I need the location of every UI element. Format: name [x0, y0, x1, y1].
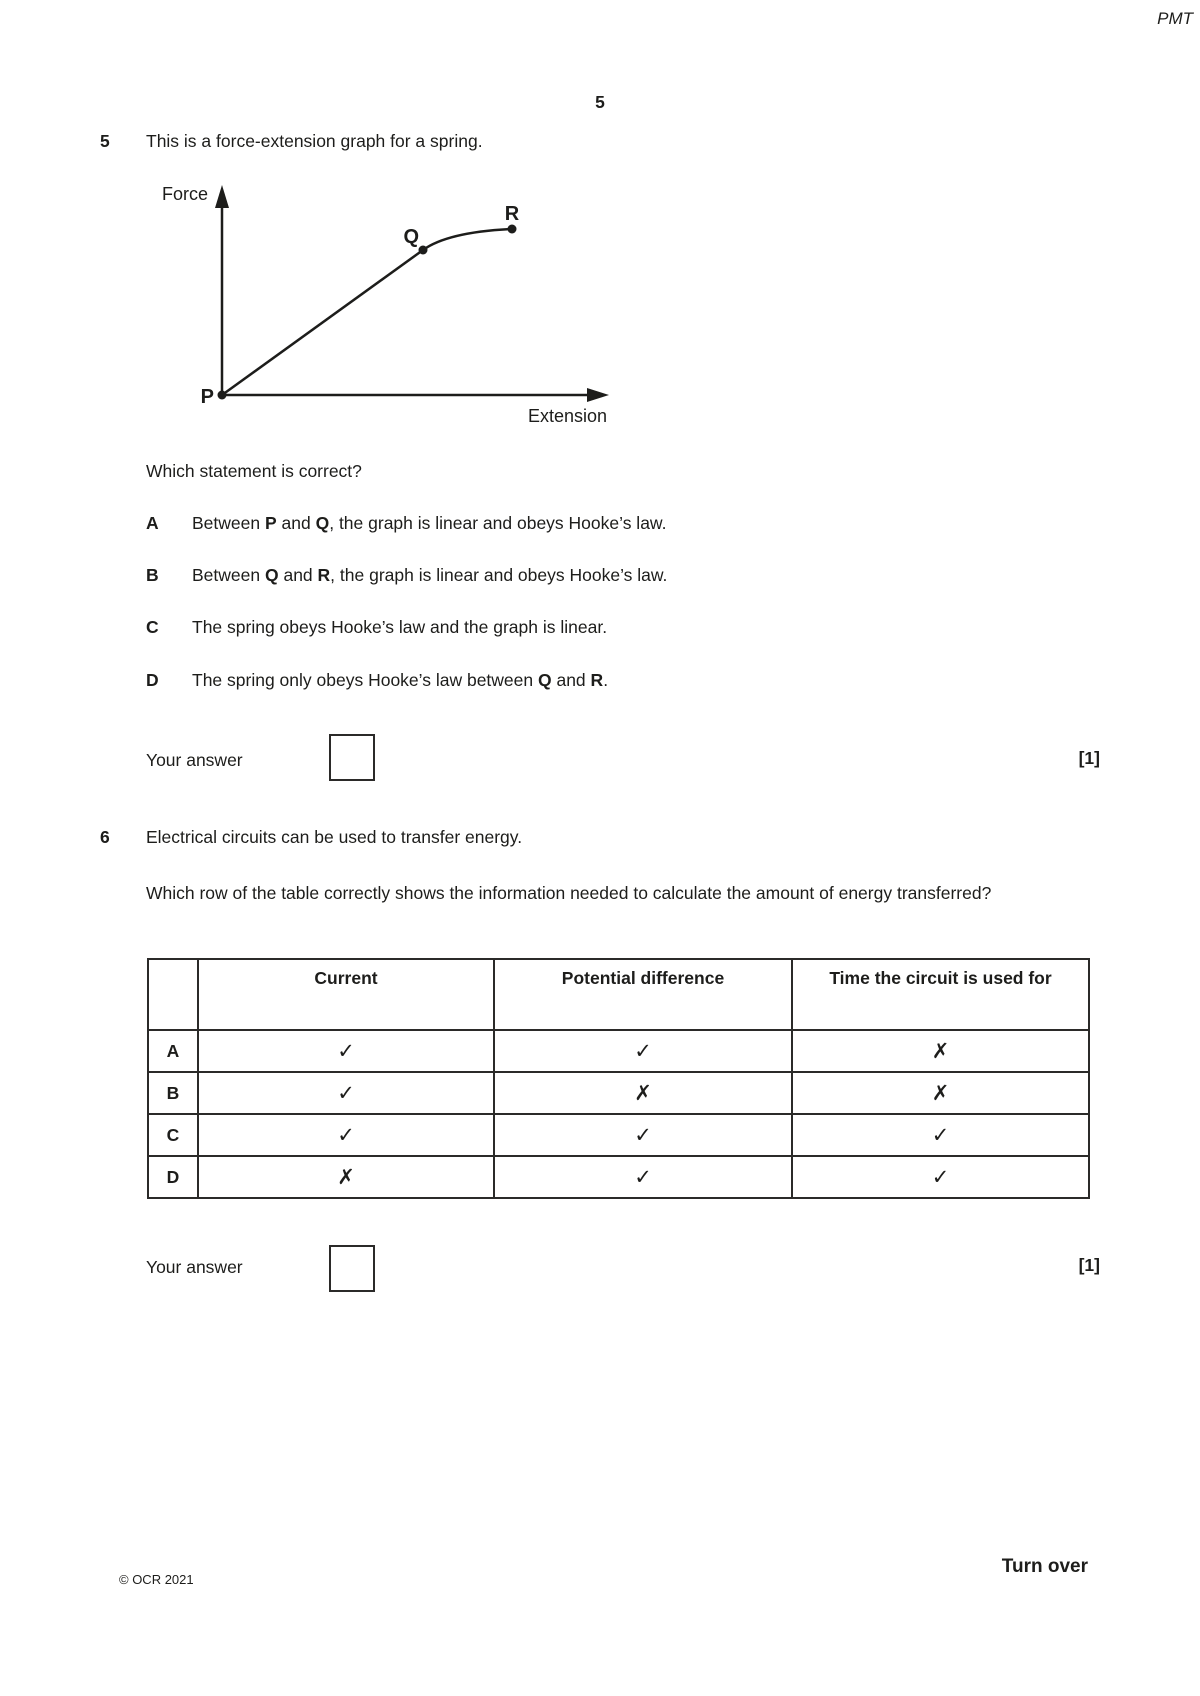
question-5-prompt: This is a force-extension graph for a spring.: [146, 131, 483, 151]
row-d-letter: D: [148, 1156, 198, 1198]
option-d-text: The spring only obeys Hooke’s law between Q and R.: [192, 670, 609, 690]
extension-axis-label: Extension: [528, 406, 608, 426]
point-r-dot: [508, 225, 517, 234]
option-b-text: Between Q and R, the graph is linear and obeys Hooke’s law.: [192, 565, 668, 585]
copyright-notice: © OCR 2021: [119, 1572, 194, 1587]
option-d-letter: D: [146, 670, 159, 690]
force-extension-graph: [140, 170, 660, 440]
row-c-letter: C: [148, 1114, 198, 1156]
pmt-watermark: PMT: [1157, 9, 1193, 28]
table-row-d: [148, 1156, 1089, 1198]
question-6-prompt-row: [100, 827, 522, 848]
table-row-a: [148, 1030, 1089, 1072]
table-mark: ✓: [494, 1156, 792, 1198]
page-number: 5: [595, 92, 605, 112]
point-q-label: Q: [403, 226, 419, 248]
option-a-text: Between P and Q, the graph is linear and obeys Hooke’s law.: [192, 513, 667, 533]
header-potential-difference: Potential difference: [494, 959, 792, 1030]
header-time: Time the circuit is used for: [792, 959, 1089, 1030]
force-axis-label: Force: [161, 184, 208, 204]
table-mark: ✓: [494, 1114, 792, 1156]
option-c-letter: C: [146, 617, 159, 637]
energy-info-table: [147, 958, 1090, 1199]
question-6-prompt: Electrical circuits can be used to transfer energy.: [146, 827, 523, 847]
table-mark: ✗: [792, 1072, 1089, 1114]
question-5-number: 5: [100, 131, 110, 151]
table-mark: ✓: [792, 1156, 1089, 1198]
x-axis-arrow-icon: [587, 388, 609, 402]
point-p-dot: [218, 391, 227, 400]
q5-answer-box[interactable]: [329, 734, 375, 781]
q5-your-answer-label: Your answer: [146, 750, 243, 770]
question-5-prompt-row: [100, 131, 483, 152]
table-row-c: [148, 1114, 1089, 1156]
table-mark: ✓: [792, 1114, 1089, 1156]
table-mark: ✓: [198, 1114, 494, 1156]
row-b-letter: B: [148, 1072, 198, 1114]
q5-marks-badge: [1]: [1078, 748, 1100, 768]
curve-linear-segment: [222, 250, 423, 395]
question-6-number: 6: [100, 827, 110, 847]
point-q-dot: [419, 246, 428, 255]
table-mark: ✗: [792, 1030, 1089, 1072]
option-d: [146, 670, 608, 691]
option-c-text: The spring obeys Hooke’s law and the graph is linear.: [192, 617, 608, 637]
table-mark: ✓: [198, 1072, 494, 1114]
q6-marks-badge: [1]: [1078, 1255, 1100, 1275]
q6-your-answer-label: Your answer: [146, 1257, 243, 1277]
row-a-letter: A: [148, 1030, 198, 1072]
option-b-letter: B: [146, 565, 159, 585]
point-r-label: R: [504, 203, 520, 225]
option-b: [146, 565, 667, 586]
table-mark: ✓: [198, 1030, 494, 1072]
option-a-letter: A: [146, 513, 159, 533]
table-row-b: [148, 1072, 1089, 1114]
y-axis-arrow-icon: [215, 185, 229, 208]
table-header-row: [148, 959, 1089, 1030]
question-5-stem: Which statement is correct?: [146, 461, 362, 481]
table-mark: ✗: [198, 1156, 494, 1198]
q6-answer-box[interactable]: [329, 1245, 375, 1292]
option-c: [146, 617, 607, 638]
curve-nonlinear-segment: [423, 229, 512, 250]
option-a: [146, 513, 666, 534]
header-blank-cell: [148, 959, 198, 1030]
table-mark: ✓: [494, 1030, 792, 1072]
turn-over-label: Turn over: [1001, 1556, 1088, 1577]
table-mark: ✗: [494, 1072, 792, 1114]
question-6-stem: Which row of the table correctly shows the information needed to calculate the amount of energy transferred?: [146, 883, 992, 903]
header-current: Current: [198, 959, 494, 1030]
point-p-label: P: [200, 386, 214, 408]
